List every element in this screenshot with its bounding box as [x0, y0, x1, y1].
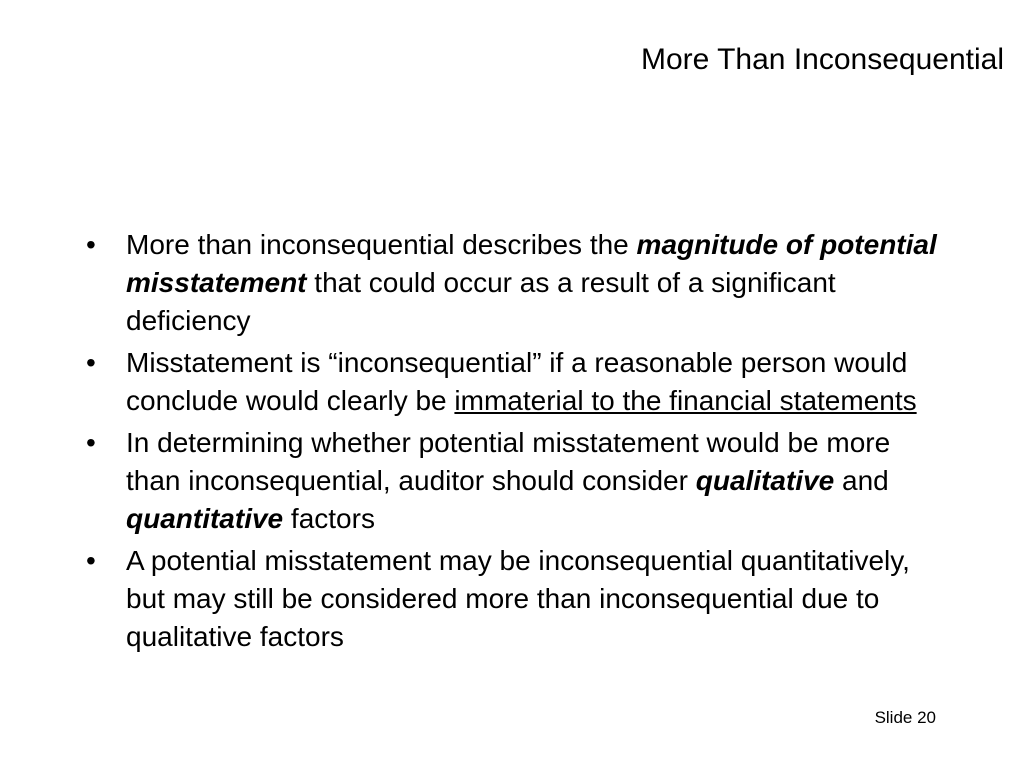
slide-title: More Than Inconsequential	[640, 43, 1004, 76]
emphasis-text: qualitative	[695, 465, 835, 496]
bullet-icon: •	[86, 545, 96, 576]
bullet-list	[86, 226, 946, 660]
bullet-item-factors	[86, 424, 946, 538]
bullet-icon: •	[86, 229, 96, 260]
bullet-icon: •	[86, 347, 96, 378]
emphasis-text: magnitude of potential misstatement	[126, 229, 937, 298]
bullet-item-qualitative	[86, 542, 946, 656]
bullet-text: More than inconsequential describes the	[126, 229, 637, 260]
bullet-text: Misstatement is “inconsequential” if a reasonable person would conclude would clearly be	[126, 347, 908, 416]
bullet-icon: •	[86, 427, 96, 458]
underlined-text: immaterial to the financial statements	[454, 385, 917, 416]
slide-number: Slide 20	[874, 708, 936, 727]
bullet-item-inconsequential-definition	[86, 344, 946, 420]
emphasis-text: quantitative	[126, 503, 284, 534]
bullet-text: that could occur as a result of a significant deficiency	[126, 267, 836, 336]
bullet-item-magnitude	[86, 226, 946, 340]
bullet-text: factors	[283, 503, 375, 534]
bullet-text: A potential misstatement may be inconsequential quantitatively, but may still be considered more than inconsequential due to qualitative factors	[126, 545, 910, 652]
bullet-text: In determining whether potential misstatement would be more than inconsequential, auditor should consider	[126, 427, 891, 496]
bullet-text: and	[834, 465, 889, 496]
